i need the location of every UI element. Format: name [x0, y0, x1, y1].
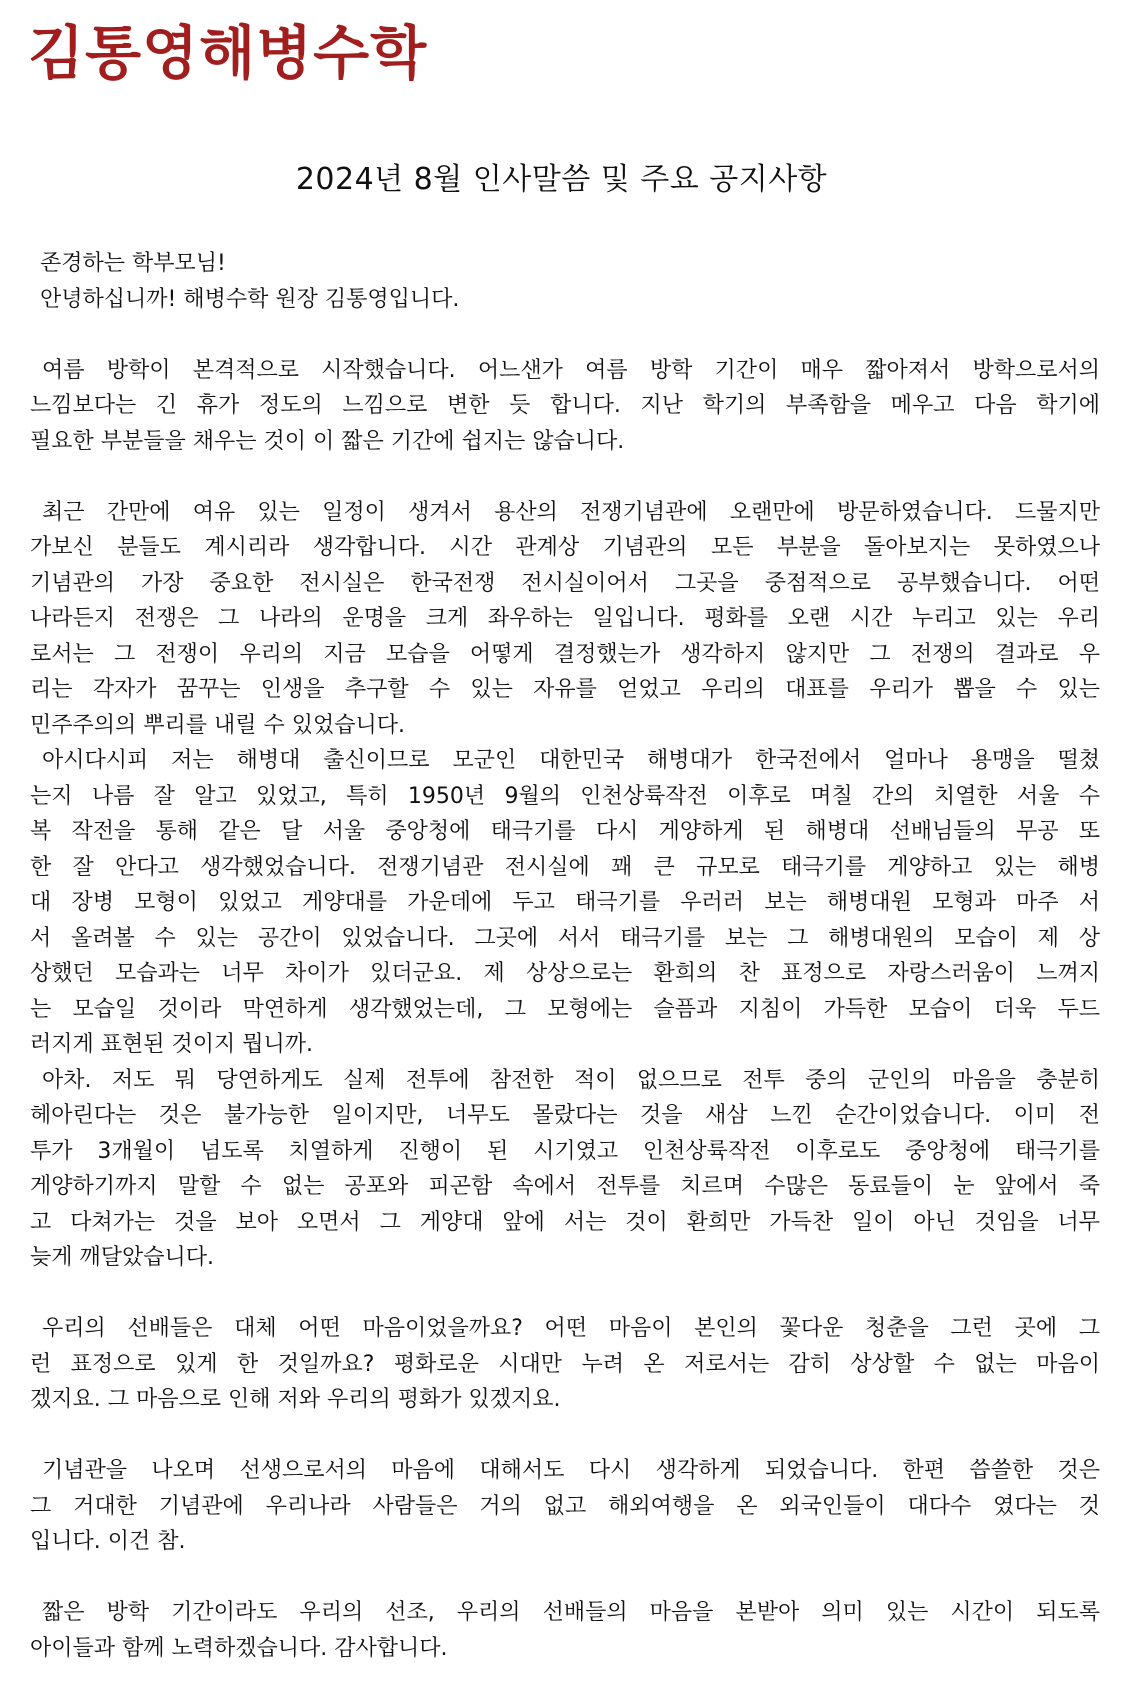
- text-line: 아차. 저도 뭐 당연하게도 실제 전투에 참전한 적이 없으므로 전투 중의 군인의 마음을 충분히: [42, 1067, 1100, 1093]
- text-line: 민주주의의 뿌리를 내릴 수 있었습니다.: [30, 712, 405, 738]
- paragraph: [30, 353, 1100, 460]
- paragraph: [30, 1595, 1100, 1666]
- text-line: 상했던 모습과는 너무 차이가 있더군요. 제 상상으로는 환희의 찬 표정으로 자랑스러움이 느껴지: [30, 961, 1100, 986]
- text-line: 우리의 선배들은 대체 어떤 마음이었을까요? 어떤 마음이 본인의 꽃다운 청춘을 그런 곳에 그: [42, 1316, 1100, 1341]
- text-line: 입니다. 이건 참.: [30, 1529, 186, 1554]
- text-line: 기념관의 가장 중요한 전시실은 한국전쟁 전시실이어서 그곳을 중점적으로 공부했습니다. 어떤: [30, 570, 1100, 596]
- text-line: 게양하기까지 말할 수 없는 공포와 피곤함 속에서 전투를 치르며 수많은 동료들이 눈 앞에서 죽: [30, 1174, 1100, 1199]
- text-line: 아이들과 함께 노력하겠습니다. 감사합니다.: [30, 1635, 448, 1661]
- greeting-line: 안녕하십니까! 해병수학 원장 김통영입니다.: [40, 286, 460, 312]
- letter-body: [30, 246, 1100, 1666]
- text-line: 겠지요. 그 마음으로 인해 저와 우리의 평화가 있겠지요.: [30, 1387, 561, 1412]
- greeting-line: 존경하는 학부모님!: [40, 251, 226, 276]
- text-line: 기념관을 나오며 선생으로서의 마음에 대해서도 다시 생각하게 되었습니다. 한편 씁쓸한 것은: [42, 1458, 1100, 1483]
- text-line: 는 모습일 것이라 막연하게 생각했었는데, 그 모형에는 슬픔과 지침이 가득한 모습이 더욱 두드: [30, 996, 1100, 1022]
- text-line: 최근 간만에 여유 있는 일정이 생겨서 용산의 전쟁기념관에 오랜만에 방문하였습니다. 드물지만: [42, 499, 1100, 525]
- text-line: 아시다시피 저는 해병대 출신이므로 모군인 대한민국 해병대가 한국전에서 얼마나 용맹을 떨쳤: [42, 748, 1100, 773]
- text-line: 복 작전을 통해 같은 달 서울 중앙청에 태극기를 다시 게양하게 된 해병대 선배님들의 무공 또: [30, 819, 1100, 844]
- text-line: 리는 각자가 꿈꾸는 인생을 추구할 수 있는 자유를 얻었고 우리의 대표를 우리가 뽑을 수 있는: [30, 677, 1100, 702]
- paragraph: [30, 1453, 1100, 1560]
- text-line: 투가 3개월이 넘도록 치열하게 진행이 된 시기였고 인천상륙작전 이후로도 중앙청에 태극기를: [30, 1138, 1100, 1164]
- text-line: 느낌보다는 긴 휴가 정도의 느낌으로 변한 듯 합니다. 지난 학기의 부족함을 메우고 다음 학기에: [30, 393, 1100, 418]
- paragraph: [30, 1311, 1100, 1418]
- text-line: 는지 나름 잘 알고 있었고, 특히 1950년 9월의 인천상륙작전 이후로 며칠 간의 치열한 서울 수: [30, 783, 1100, 809]
- text-line: 나라든지 전쟁은 그 나라의 운명을 크게 좌우하는 일입니다. 평화를 오랜 시간 누리고 있는 우리: [30, 606, 1100, 631]
- text-line: 한 잘 안다고 생각했었습니다. 전쟁기념관 전시실에 꽤 큰 규모로 태극기를 게양하고 있는 해병: [30, 854, 1100, 880]
- text-line: 여름 방학이 본격적으로 시작했습니다. 어느샌가 여름 방학 기간이 매우 짧아져서 방학으로서의: [42, 357, 1100, 383]
- text-line: 로서는 그 전쟁이 우리의 지금 모습을 어떻게 결정했는가 생각하지 않지만 그 전쟁의 결과로 우: [30, 641, 1100, 667]
- text-line: 헤아린다는 것은 불가능한 일이지만, 너무도 몰랐다는 것을 새삼 느낀 순간이었습니다. 이미 전: [30, 1103, 1100, 1128]
- text-line: 늦게 깨달았습니다.: [30, 1245, 215, 1270]
- text-line: 서 올려볼 수 있는 공간이 있었습니다. 그곳에 서서 태극기를 보는 그 해병대원의 모습이 제 상: [30, 925, 1100, 951]
- text-line: 러지게 표현된 것이지 뭡니까.: [30, 1032, 313, 1057]
- text-line: 그 거대한 기념관에 우리나라 사람들은 거의 없고 해외여행을 온 외국인들이 대다수 였다는 것: [30, 1493, 1100, 1519]
- greeting-block: [30, 246, 1100, 317]
- page-title: 2024년 8월 인사말씀 및 주요 공지사항: [295, 162, 828, 197]
- text-line: 고 다쳐가는 것을 보아 오면서 그 게양대 앞에 서는 것이 환희만 가득찬 일이 아닌 것임을 너무: [30, 1209, 1100, 1235]
- paragraph: [30, 495, 1100, 1276]
- text-line: 짧은 방학 기간이라도 우리의 선조, 우리의 선배들의 마음을 본받아 의미 있는 시간이 되도록: [42, 1600, 1100, 1625]
- academy-logo: 김통영해병수학: [28, 19, 428, 87]
- text-line: 런 표정으로 있게 한 것일까요? 평화로운 시대만 누려 온 저로서는 감히 상상할 수 없는 마음이: [30, 1351, 1100, 1377]
- text-line: 대 장병 모형이 있었고 게양대를 가운데에 두고 태극기를 우러러 보는 해병대원 모형과 마주 서: [30, 890, 1100, 915]
- text-line: 가보신 분들도 계시리라 생각합니다. 시간 관계상 기념관의 모든 부분을 돌아보지는 못하였으나: [30, 535, 1100, 560]
- text-line: 필요한 부분들을 채우는 것이 이 짧은 기간에 쉽지는 않습니다.: [30, 428, 625, 454]
